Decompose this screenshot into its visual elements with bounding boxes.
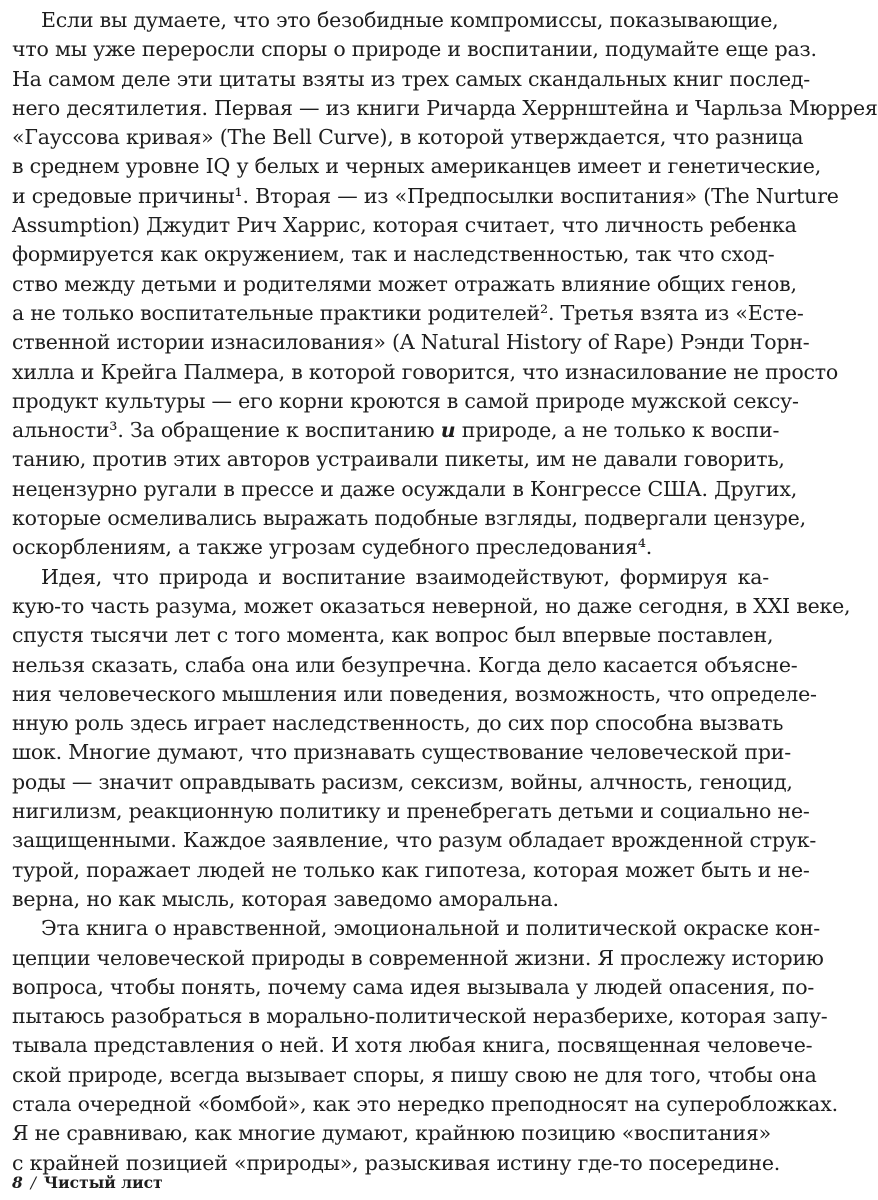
- footer-separator: /: [30, 1174, 37, 1192]
- text-line: кую-то часть разума, может оказаться неверной, но даже сегодня, в XXI веке,: [12, 593, 851, 618]
- text-line: тывала представления о ней. И хотя любая книга, посвященная человече-: [12, 1033, 813, 1058]
- text-line: ской природе, всегда вызывает споры, я пишу свою не для того, чтобы она: [12, 1062, 817, 1087]
- text-line: и средовые причины¹. Вторая — из «Предпосылки воспитания» (The Nurture: [12, 183, 839, 208]
- text-line: вопроса, чтобы понять, почему сама идея вызывала у людей опасения, по-: [12, 974, 815, 999]
- text-line: что мы уже переросли споры о природе и воспитании, подумайте еще раз.: [12, 37, 817, 62]
- paragraph-3: [12, 914, 838, 1178]
- text-line: нельзя сказать, слаба она или безупречна. Когда дело касается объясне-: [12, 652, 798, 677]
- text-line: продукт культуры — его корни кроются в самой природе мужской сексу-: [12, 388, 799, 413]
- text-line: ния человеческого мышления или поведения, возможность, что определе-: [12, 681, 817, 706]
- text-line: Идея, что природа и воспитание взаимодействуют, формируя ка-: [41, 564, 769, 589]
- text-line: хилла и Крейга Палмера, в которой говорится, что изнасилование не просто: [12, 359, 839, 384]
- text-line: шок. Многие думают, что признавать существование человеческой при-: [12, 740, 791, 765]
- text-line: Я не сравниваю, как многие думают, крайнюю позицию «воспитания»: [12, 1121, 771, 1146]
- text-line: Эта книга о нравственной, эмоциональной и политической окраске кон-: [41, 916, 821, 941]
- text-line: танию, против этих авторов устраивали пикеты, им не давали говорить,: [12, 447, 785, 472]
- text-line: а не только воспитательные практики родителей². Третья взята из «Есте-: [12, 300, 804, 325]
- text-line: оскорблениям, а также угрозам судебного преследования⁴.: [12, 535, 653, 560]
- text-line: нную роль здесь играет наследственность, до сих пор способна вызвать: [12, 711, 784, 736]
- text-line: цепции человеческой природы в современной жизни. Я прослежу историю: [12, 945, 824, 970]
- text-line: с крайней позицией «природы», разыскивая истину где-то посередине.: [12, 1150, 781, 1175]
- text-line: которые осмеливались выражать подобные взгляды, подвергали цензуре,: [12, 506, 806, 531]
- text-line: него десятилетия. Первая — из книги Ричарда Херрнштейна и Чарльза Мюррея: [12, 95, 878, 120]
- text-line: На самом деле эти цитаты взяты из трех самых скандальных книг послед-: [12, 66, 811, 91]
- text-line: ство между детьми и родителями может отражать влияние общих генов,: [12, 271, 797, 296]
- text-line: ственной истории изнасилования» (A Natural History of Rape) Рэнди Торн-: [12, 330, 810, 355]
- text-line: защищенными. Каждое заявление, что разум обладает врожденной струк-: [12, 828, 817, 853]
- paragraph-1: [12, 6, 878, 563]
- running-title: Чистый лист: [44, 1173, 163, 1192]
- page-number: 8: [12, 1173, 23, 1192]
- text-line: турой, поражает людей не только как гипотеза, которая может быть и не-: [12, 857, 810, 882]
- page-footer: [12, 1173, 163, 1192]
- page-body: [12, 6, 878, 1175]
- text-line: формируется как окружением, так и наследственностью, так что сход-: [12, 242, 775, 267]
- text-line: нецензурно ругали в прессе и даже осуждали в Конгрессе США. Других,: [12, 476, 798, 501]
- text-line: нигилизм, реакционную политику и пренебрегать детьми и социально не-: [12, 799, 810, 824]
- text-line: Assumption) Джудит Рич Харрис, которая считает, что личность ребенка: [12, 213, 797, 238]
- text-line: пытаюсь разобраться в морально-политической неразберихе, которая запу-: [12, 1004, 828, 1029]
- text-line: Если вы думаете, что это безобидные компромиссы, показывающие,: [41, 8, 779, 32]
- text-line: спустя тысячи лет с того момента, как вопрос был впервые поставлен,: [12, 623, 774, 648]
- paragraph-2: [12, 563, 851, 915]
- emphasized-word: и: [440, 418, 456, 443]
- text-line: в среднем уровне IQ у белых и черных американцев имеет и генетические,: [12, 154, 822, 179]
- text-line: роды — значит оправдывать расизм, сексизм, войны, алчность, геноцид,: [12, 769, 793, 794]
- text-line-with-emphasis: альности³. За обращение к воспитанию и природе, а не только к воспи-: [12, 418, 780, 443]
- text-line: стала очередной «бомбой», как это нередко преподносят на суперобложках.: [12, 1091, 838, 1116]
- text-line: «Гауссова кривая» (The Bell Curve), в которой утверждается, что разница: [12, 125, 804, 150]
- text-line: верна, но как мысль, которая заведомо аморальна.: [12, 886, 559, 911]
